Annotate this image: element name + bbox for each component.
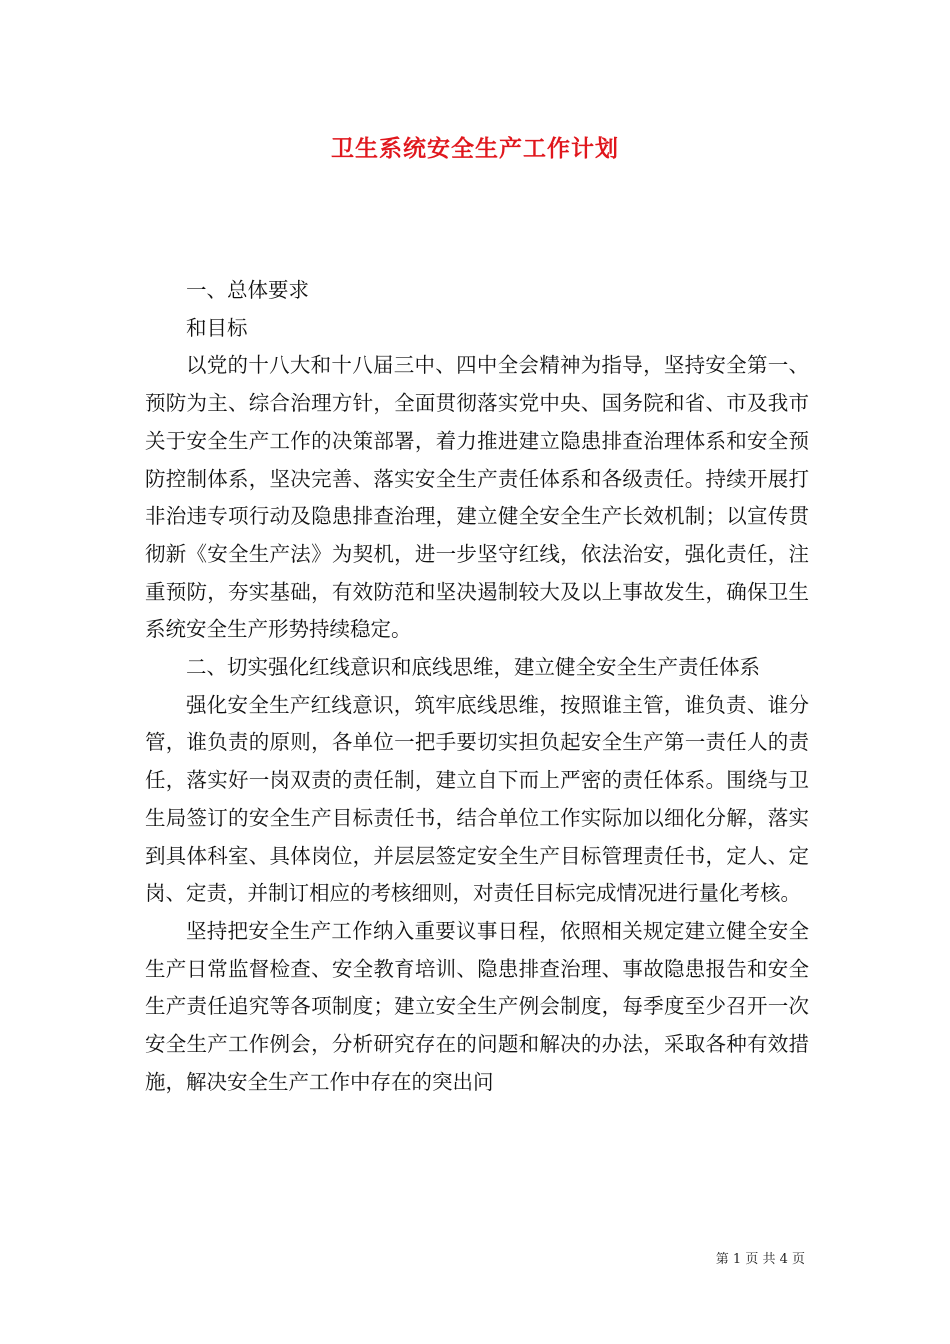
document-body [145, 272, 809, 1101]
document-title: 卫生系统安全生产工作计划 [331, 135, 619, 162]
paragraph: 坚持把安全生产工作纳入重要议事日程，依照相关规定建立健全安全生产日常监督检查、安全教育培训、隐患排查治理、事故隐患报告和安全生产责任追究等各项制度；建立安全生产例会制度，每季度至少召开一次安全生产工作例会，分析研究存在的问题和解决的办法，采取各种有效措施，解决安全生产工作中存在的突出问 [145, 918, 809, 1094]
page-number: 第 1 页 共 4 页 [715, 1252, 805, 1267]
paragraph: 二、切实强化红线意识和底线思维，建立健全安全生产责任体系 [186, 655, 760, 680]
paragraph: 和目标 [186, 315, 248, 340]
paragraph: 以党的十八大和十八届三中、四中全会精神为指导，坚持安全第一、预防为主、综合治理方针，全面贯彻落实党中央、国务院和省、市及我市关于安全生产工作的决策部署，着力推进建立隐患排查治理体系和安全预防控制体系，坚决完善、落实安全生产责任体系和各级责任。持续开展打非治违专项行动及隐患排查治理，建立健全安全生产长效机制；以宣传贯彻新《安全生产法》为契机，进一步坚守红线，依法治安，强化责任，注重预防，夯实基础，有效防范和坚决遏制较大及以上事故发生，确保卫生系统安全生产形势持续稳定。 [145, 353, 809, 642]
paragraph: 一、总体要求 [186, 278, 309, 302]
paragraph: 强化安全生产红线意识，筑牢底线思维，按照谁主管，谁负责、谁分管，谁负责的原则，各单位一把手要切实担负起安全生产第一责任人的责任，落实好一岗双责的责任制，建立自下而上严密的责任体系。围绕与卫生局签订的安全生产目标责任书，结合单位工作实际加以细化分解，落实到具体科室、具体岗位，并层层签定安全生产目标管理责任书，定人、定岗、定责，并制订相应的考核细则，对责任目标完成情况进行量化考核。 [145, 692, 809, 906]
